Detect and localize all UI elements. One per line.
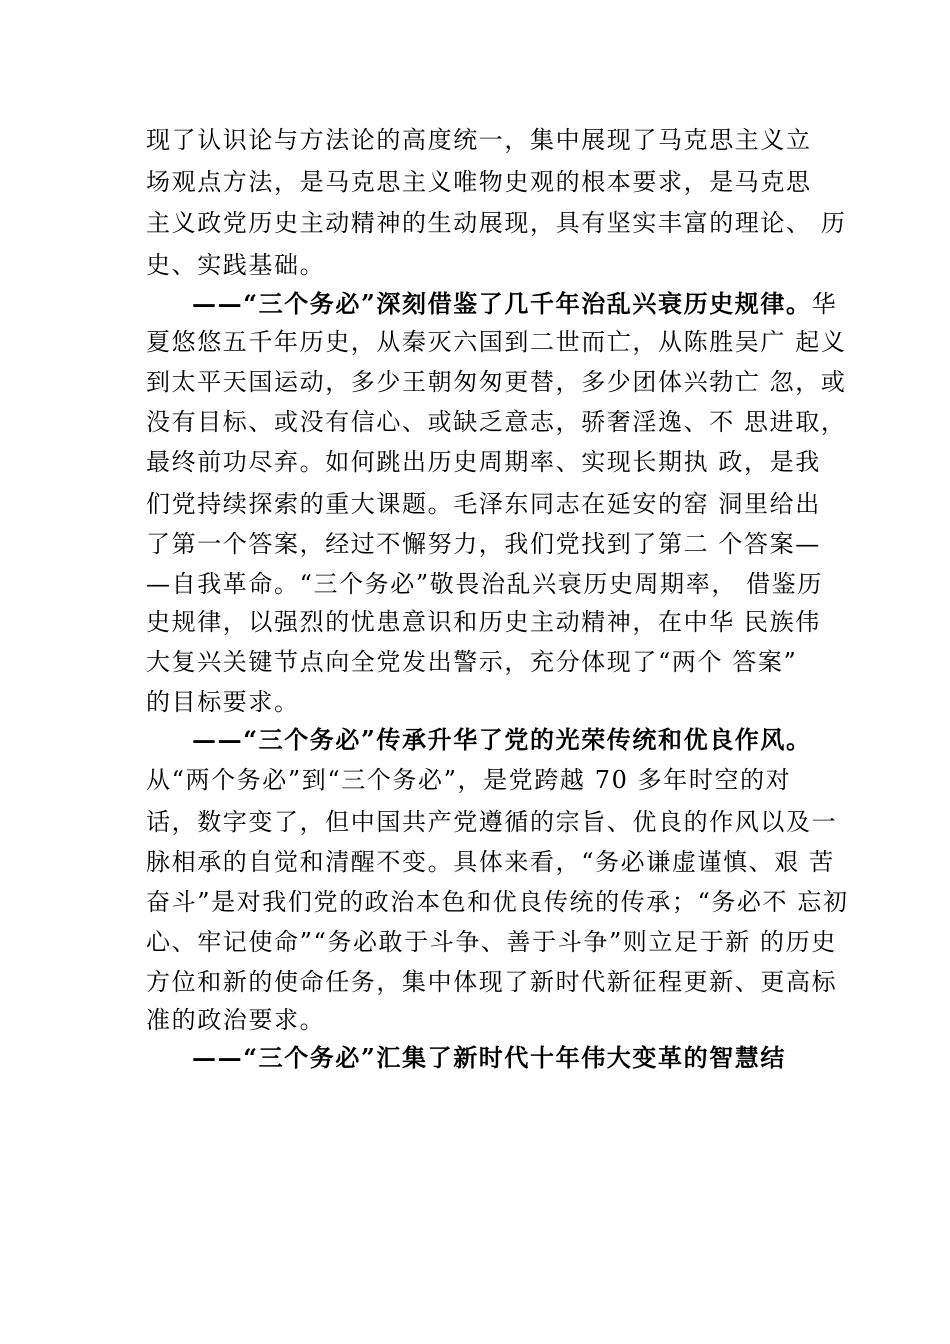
text-line: —自我革命。“三个务必”敬畏治乱兴衰历史周期率， 借鉴历 <box>146 570 823 598</box>
text-line: 没有目标、或没有信心、或缺乏意志，骄奢淫逸、不 思进取， <box>146 408 847 436</box>
section-heading: ——“三个务必”传承升华了党的光荣传统和优良作风。 <box>192 725 812 754</box>
text-line: 准的政治要求。 <box>146 1006 326 1034</box>
text-line: 的目标要求。 <box>146 688 300 716</box>
text-line: 从“两个务必”到“三个务必”，是党跨越 70 多年时空的对 <box>146 766 792 794</box>
text-line: 夏悠悠五千年历史，从秦灭六国到二世而亡，从陈胜吴广 起义 <box>146 328 847 356</box>
text-line: 主义政党历史主动精神的生动展现，具有坚实丰富的理论、 历 <box>146 209 847 237</box>
text-line: 了第一个答案，经过不懈努力，我们党找到了第二 个答案— <box>146 530 821 558</box>
text-line: 场观点方法，是马克思主义唯物史观的根本要求，是马克思 <box>146 168 812 196</box>
text-fragment: 华 <box>811 290 838 318</box>
section-heading-line <box>192 289 838 318</box>
text-line: 脉相承的自觉和清醒不变。具体来看，“务必谦虚谨慎、艰 苦 <box>146 848 835 876</box>
text-line: 大复兴关键节点向全党发出警示，充分体现了“两个 答案” <box>146 648 798 676</box>
section-heading: ——“三个务必”汇集了新时代十年伟大变革的智慧结 <box>192 1043 787 1072</box>
text-line: 到太平天国运动，多少王朝匆匆更替，多少团体兴勃亡 忽，或 <box>146 368 847 396</box>
text-line: 奋斗”是对我们党的政治本色和优良传统的传承；“务必不 忘初 <box>146 888 849 916</box>
text-line: 方位和新的使命任务，集中体现了新时代新征程更新、更高标 <box>146 968 838 996</box>
section-heading: ——“三个务必”深刻借鉴了几千年治乱兴衰历史规律。 <box>192 289 812 318</box>
text-line: 话，数字变了，但中国共产党遵循的宗旨、优良的作风以及一 <box>146 808 838 836</box>
text-line: 心、牢记使命”“务必敢于斗争、善于斗争”则立足于新 的历史 <box>146 928 837 956</box>
text-line: 现了认识论与方法论的高度统一，集中展现了马克思主义立 <box>146 126 812 154</box>
text-line: 史规律，以强烈的忧患意识和历史主动精神，在中华 民族伟 <box>146 608 821 636</box>
text-line: 史、实践基础。 <box>146 251 326 279</box>
text-line: 最终前功尽弃。如何跳出历史周期率、实现长期执 政，是我 <box>146 448 821 476</box>
text-line: 们党持续探索的重大课题。毛泽东同志在延安的窑 洞里给出 <box>146 490 821 518</box>
